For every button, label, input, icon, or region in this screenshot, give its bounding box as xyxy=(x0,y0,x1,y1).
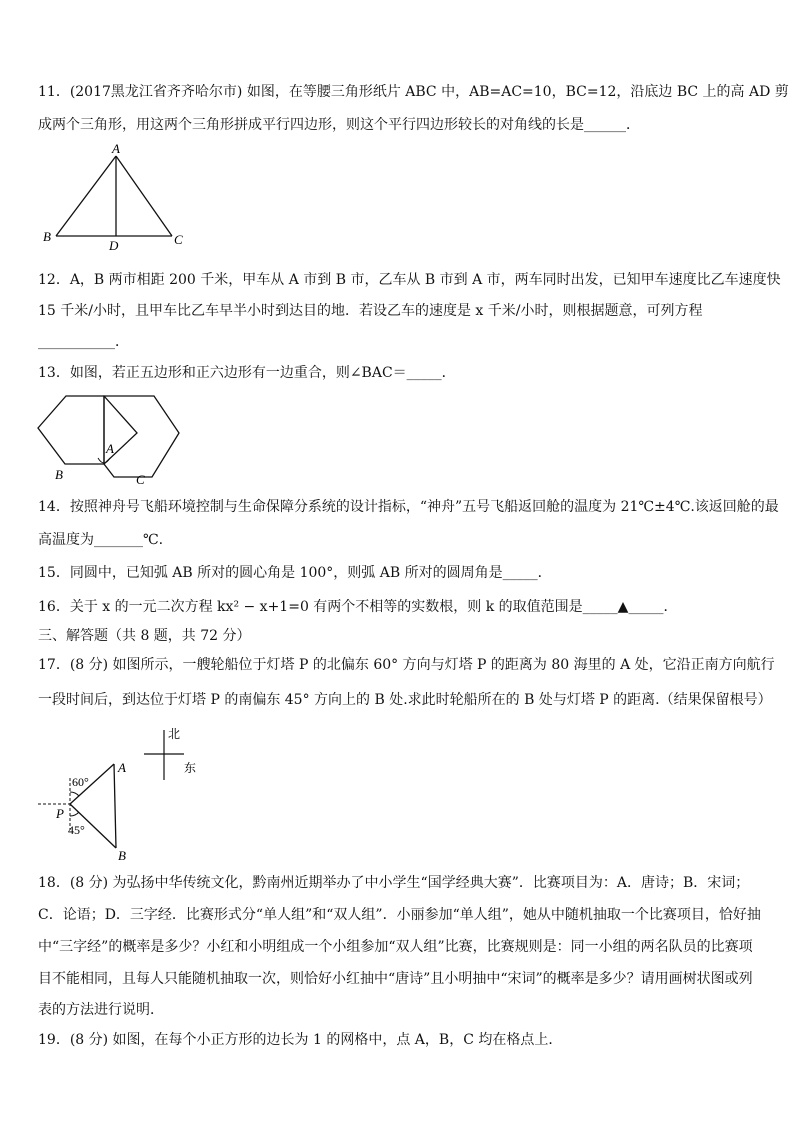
segment-ab xyxy=(114,764,116,848)
label-b: B xyxy=(43,229,51,244)
label-b: B xyxy=(118,848,126,862)
q18-line-1: 18．(8 分) 为弘扬中华传统文化，黔南州近期举办了中小学生“国学经典大赛”．比赛项目为：A．唐诗；B．宋词； xyxy=(38,875,750,891)
q13-line-1: 13．如图，若正五边形和正六边形有一边重合，则∠BAC＝_____． xyxy=(38,365,456,381)
angle-label-45: 45° xyxy=(68,823,85,837)
q14-line-2: 高温度为_______℃. xyxy=(38,532,164,548)
q18-line-2: C．论语；D．三字经．比赛形式分“单人组”和“双人组”．小丽参加“单人组”，她从中随机抽取一个比赛项目，恰好抽 xyxy=(38,907,761,923)
angle-arc-45 xyxy=(70,812,79,816)
side-ac xyxy=(116,156,172,236)
q11-line-1: 11．(2017黑龙江省齐齐哈尔市) 如图，在等腰三角形纸片 ABC 中，AB=AC=10，BC=12，沿底边 BC 上的高 AD 剪 xyxy=(38,84,789,100)
q17-line-1: 17．(8 分) 如图所示，一艘轮船位于灯塔 P 的北偏东 60° 方向与灯塔 P 的距离为 80 海里的 A 处，它沿正南方向航行 xyxy=(38,657,775,673)
q17-navigation-figure xyxy=(38,720,218,862)
q13-polygon-figure xyxy=(34,386,194,490)
angle-arc-60 xyxy=(70,792,79,796)
q18-line-4: 目不能相同，且每人只能随机抽取一次，则恰好小红抽中“唐诗”且小明抽中“宋词”的概率是多少？请用画树状图或列 xyxy=(38,971,753,987)
label-c: C xyxy=(136,472,145,487)
q11-line-2: 成两个三角形，用这两个三角形拼成平行四边形，则这个平行四边形较长的对角线的长是______． xyxy=(38,117,640,133)
label-a: A xyxy=(112,141,120,156)
angle-label-60: 60° xyxy=(72,775,89,789)
q11-triangle-figure xyxy=(38,140,198,252)
label-c: C xyxy=(174,232,183,247)
compass-east-label: 东 xyxy=(184,761,197,775)
label-d: D xyxy=(109,238,119,252)
q19-line-1: 19．(8 分) 如图，在每个小正方形的边长为 1 的网格中，点 A，B，C 均在格点上． xyxy=(38,1032,563,1048)
label-p: P xyxy=(56,806,64,821)
section-heading: 三、解答题（共 8 题，共 72 分） xyxy=(38,628,251,644)
q16-line-1: 16．关于 x 的一元二次方程 kx² − x+1=0 有两个不相等的实数根，则 k 的取值范围是_____▲_____． xyxy=(38,599,678,615)
pentagon xyxy=(38,396,137,464)
side-ab xyxy=(56,156,116,236)
compass-north-label: 北 xyxy=(168,727,181,741)
q18-line-5: 表的方法进行说明． xyxy=(38,1002,164,1018)
q14-line-1: 14．按照神舟号飞船环境控制与生命保障分系统的设计指标，“神舟”五号飞船返回舱的温度为 21℃±4℃.该返回舱的最 xyxy=(38,499,779,515)
q18-line-3: 中“三字经”的概率是多少？小红和小明组成一个小组参加“双人组”比赛，比赛规则是：同一小组的两名队员的比赛项 xyxy=(38,939,753,955)
q12-line-2: 15 千米/小时，且甲车比乙车早半小时到达目的地．若设乙车的速度是 x 千米/小时，则根据题意，可列方程 xyxy=(38,303,703,319)
label-b: B xyxy=(55,467,63,482)
q17-line-2: 一段时间后，到达位于灯塔 P 的南偏东 45° 方向上的 B 处.求此时轮船所在的 B 处与灯塔 P 的距离.（结果保留根号） xyxy=(38,692,772,708)
label-a: A xyxy=(106,441,114,456)
q15-line-1: 15．同圆中，已知弧 AB 所对的圆心角是 100°，则弧 AB 所对的圆周角是_____． xyxy=(38,565,552,581)
q12-line-3: ___________． xyxy=(38,334,129,350)
label-a: A xyxy=(118,760,126,775)
q12-line-1: 12．A，B 两市相距 200 千米，甲车从 A 市到 B 市，乙车从 B 市到 A 市，两车同时出发，已知甲车速度比乙车速度快 xyxy=(38,272,781,288)
